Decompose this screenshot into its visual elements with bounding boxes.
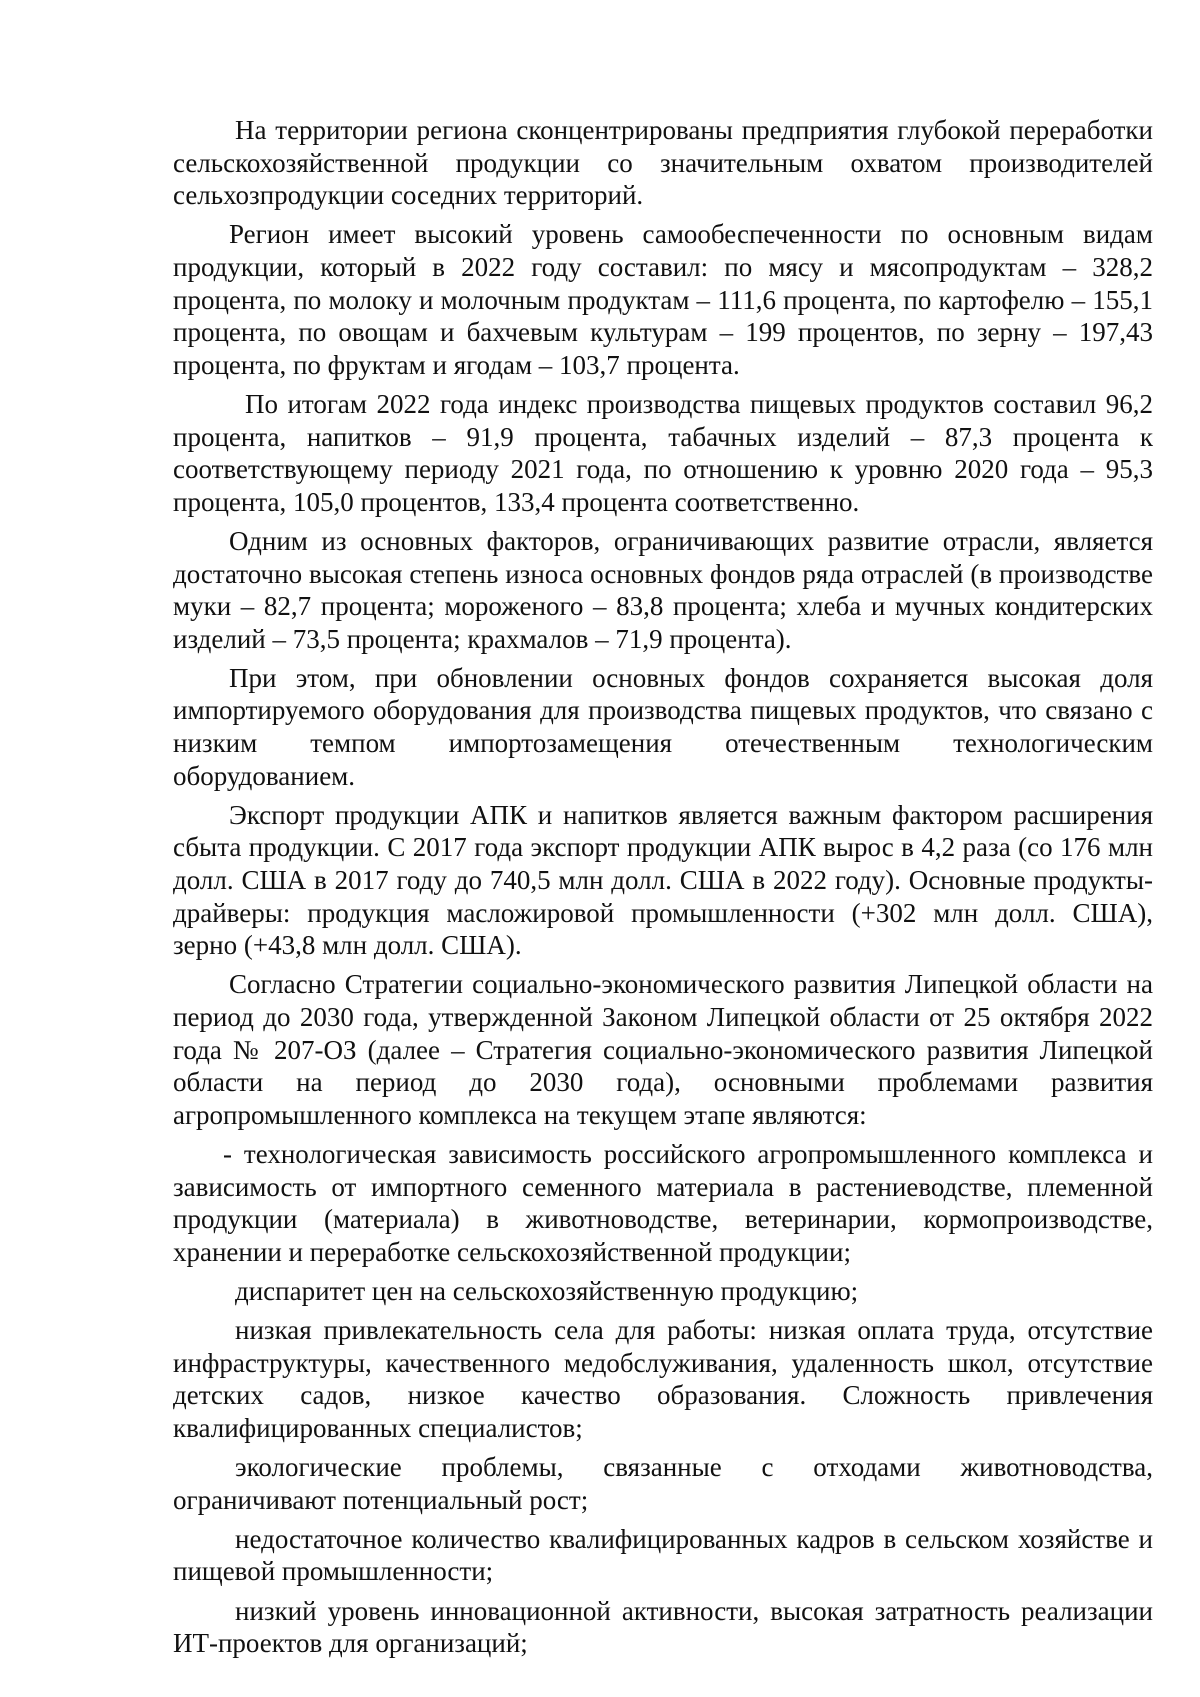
document-body: [173, 114, 1153, 1660]
paragraph-strategy-problems: Согласно Стратегии социально-экономического развития Липецкой области на период до 2030 года, утвержденной Законом Липецкой области от 25 октября 2022 года № 207-ОЗ (далее – Стратегия социально-экономического развития Липецкой области на период до 2030 года), основными проблемами развития агропромышленного комплекса на текущем этапе являются:: [173, 969, 1153, 1130]
list-item-price-disparity: диспаритет цен на сельскохозяйственную продукцию;: [235, 1275, 859, 1306]
paragraph-fixed-assets-wear: Одним из основных факторов, ограничивающих развитие отрасли, является достаточно высокая степень износа основных фондов ряда отраслей (в производстве муки – 82,7 процента; мороженого – 83,8 процента; хлеба и мучных кондитерских изделий – 73,5 процента; крахмалов – 71,9 процента).: [173, 525, 1153, 654]
paragraph-imported-equipment: При этом, при обновлении основных фондов сохраняется высокая доля импортируемого оборудования для производства пищевых продуктов, что связано с низким темпом импортозамещения отечественным технологическим оборудованием.: [173, 662, 1153, 791]
paragraph-agro-export: Экспорт продукции АПК и напитков является важным фактором расширения сбыта продукции. С 2017 года экспорт продукции АПК вырос в 4,2 раза (со 176 млн долл. США в 2017 году до 740,5 млн долл. США в 2022 году). Основные продукты-драйверы: продукция масложировой промышленности (+302 млн долл. США), зерно (+43,8 млн долл. США).: [173, 799, 1153, 961]
list-item-technological-dependence: - технологическая зависимость российского агропромышленного комплекса и зависимость от импортного семенного материала в растениеводстве, племенной продукции (материала) в животноводстве, ветеринарии, кормопроизводстве, хранении и переработке сельскохозяйственной продукции;: [173, 1138, 1153, 1267]
list-item-rural-attractiveness: низкая привлекательность села для работы: низкая оплата труда, отсутствие инфраструктуры, качественного медобслуживания, удаленность школ, отсутствие детских садов, низкое качество образования. Сложность привлечения квалифицированных специалистов;: [173, 1315, 1153, 1443]
list-item-personnel-shortage: недостаточное количество квалифицированных кадров в сельском хозяйстве и пищевой промышленности;: [173, 1523, 1153, 1587]
list-item-ecological-problems: экологические проблемы, связанные с отходами животноводства, ограничивают потенциальный рост;: [173, 1452, 1153, 1515]
list-item-innovation-activity: низкий уровень инновационной активности, высокая затратность реализации ИТ-проектов для организаций;: [173, 1595, 1153, 1659]
paragraph-processing-enterprises: На территории региона сконцентрированы предприятия глубокой переработки сельскохозяйственной продукции со значительным охватом производителей сельхозпродукции соседних территорий.: [173, 115, 1153, 211]
paragraph-self-sufficiency: Регион имеет высокий уровень самообеспеченности по основным видам продукции, который в 2022 году составил: по мясу и мясопродуктам – 328,2 процента, по молоку и молочным продуктам – 111,6 процента, по картофелю – 155,1 процента, по овощам и бахчевым культурам – 199 процентов, по зерну – 197,43 процента, по фруктам и ягодам – 103,7 процента.: [173, 219, 1153, 380]
paragraph-production-index: По итогам 2022 года индекс производства пищевых продуктов составил 96,2 процента, напитков – 91,9 процента, табачных изделий – 87,3 процента к соответствующему периоду 2021 года, по отношению к уровню 2020 года – 95,3 процента, 105,0 процентов, 133,4 процента соответственно.: [173, 388, 1153, 517]
